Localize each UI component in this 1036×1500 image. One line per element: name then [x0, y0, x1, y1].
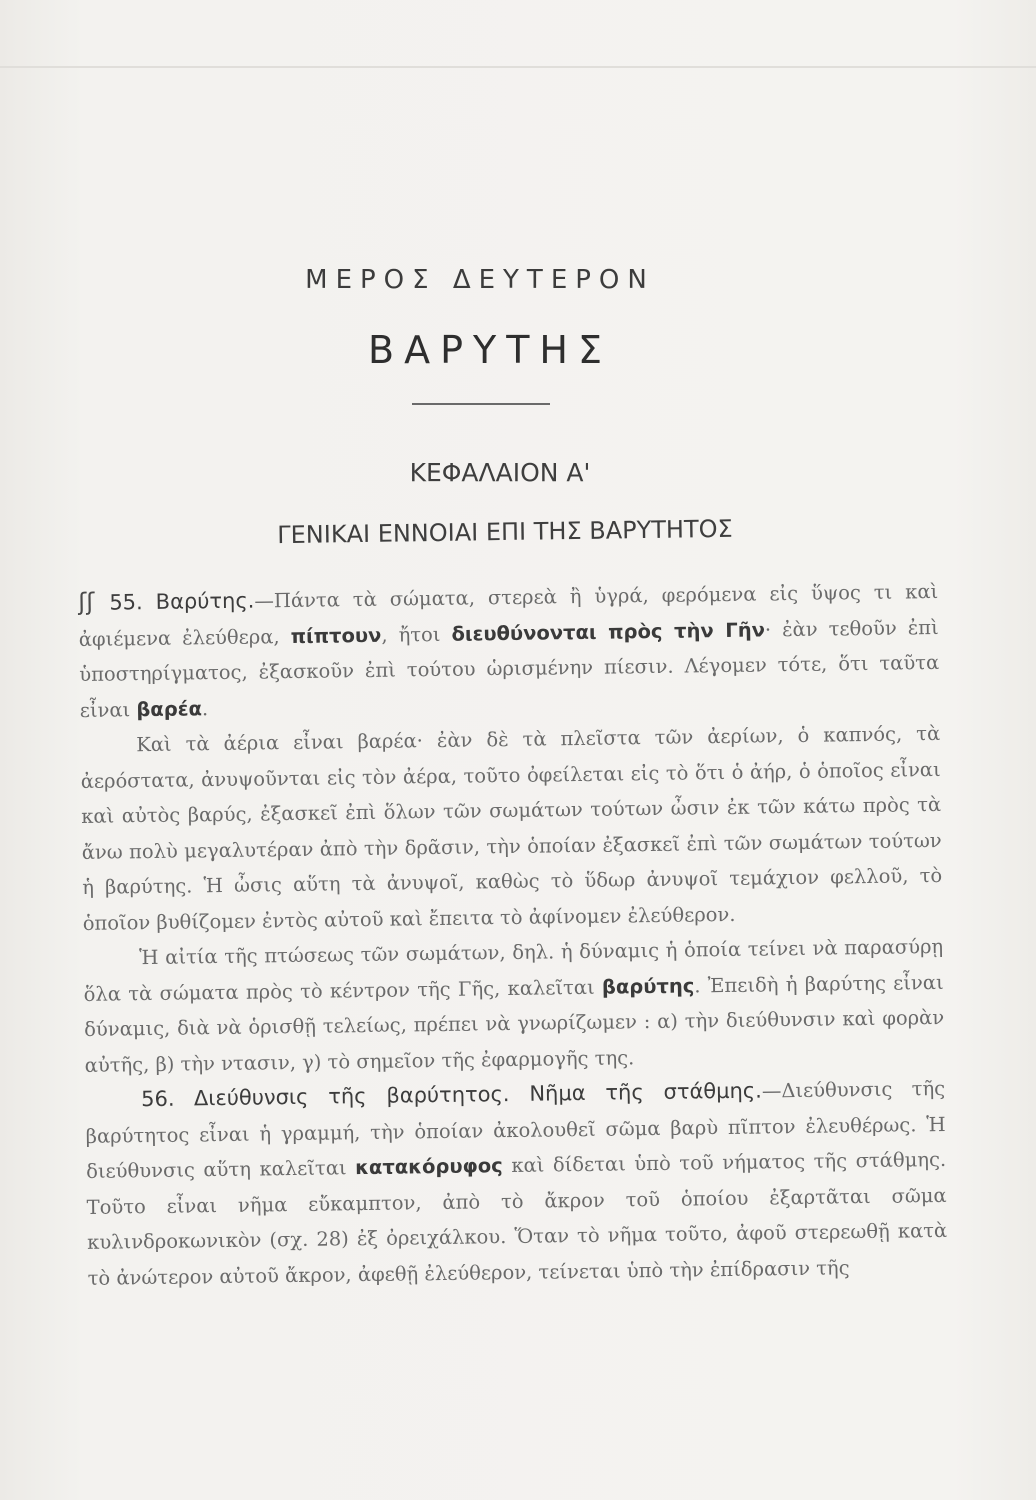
- text-run: . Ἐπειδὴ ἡ βαρύτης εἶναι δύναμις, διὰ νὰ ὁρισθῇ τελείως, πρέπει νὰ γνωρίζωμεν : α) τὴν διεύθυνσιν καὶ φορὰν αὐτῆς, β) τὴν ντασιν, γ) τὸ σημεῖον τῆς ἐφαρμογῆς της.: [84, 970, 945, 1077]
- section-title: Διεύθυνσις τῆς βαρύτητος. Νῆμα τῆς στάθμης.: [193, 1078, 763, 1111]
- text-run: Ἡ αἰτία τῆς πτώσεως τῶν σωμάτων, δηλ. ἡ δύναμις ἡ ὁποία τείνει νὰ παρασύρῃ ὅλα τὰ σώματα πρὸς τὸ κέντρον τῆς Γῆς, καλεῖται: [83, 934, 944, 1006]
- section-title: Βαρύτης.: [155, 588, 255, 614]
- text-run: —Πάντα τὰ σώματα, στερεὰ ἢ ὑγρά, φερόμενα εἰς ὕψος τι καὶ ἀφιέμενα ἐλεύθερα,: [78, 579, 939, 651]
- bold-term: βαρύτης: [601, 973, 695, 999]
- section-number: 55.: [109, 590, 143, 615]
- chapter-label: ΚΕΦΑΛΑΙΟΝ Α': [409, 458, 591, 487]
- body-text: [78, 573, 948, 1296]
- paragraph: [78, 573, 940, 728]
- bold-term: βαρέα: [136, 696, 203, 721]
- part-title: ΜΕΡΟΣ ΔΕΥΤΕΡΟΝ: [305, 265, 655, 295]
- bold-term: πίπτουν: [290, 623, 382, 648]
- header-rule: [0, 66, 1036, 68]
- title-divider: [412, 403, 550, 405]
- text-run: .: [201, 696, 209, 720]
- paragraph: [85, 1071, 948, 1296]
- main-title: ΒΑΡΥΤΗΣ: [368, 328, 612, 372]
- bold-term: διευθύνονται πρὸς τὴν Γῆν: [451, 617, 766, 646]
- section-number: 56.: [141, 1086, 175, 1112]
- margin-mark: ʃʃ: [78, 587, 95, 616]
- text-run: —Διεύθυνσις τῆς βαρύτητος εἶναι ἡ γραμμή, τὴν ὁποίαν ἀκολουθεῖ σῶμα βαρὺ πῖπτον ἐλευθέρως. Ἡ διεύθυνσις αὕτη καλεῖται: [85, 1076, 946, 1183]
- chapter-title: ΓΕΝΙΚΑΙ ΕΝΝΟΙΑΙ ΕΠΙ ΤΗΣ ΒΑΡΥΤΗΤΟΣ: [277, 514, 733, 550]
- text-run: , ἤτοι: [381, 622, 441, 647]
- paragraph: [83, 929, 945, 1083]
- bold-term: κατακόρυφος: [354, 1154, 503, 1180]
- text-run: καὶ δίδεται ὑπὸ τοῦ νήματος τῆς στάθμης. Τοῦτο εἶναι νῆμα εὔκαμπτον, ἀπὸ τὸ ἄκρον τοῦ ὁποίου ἐξαρτᾶται σῶμα κυλινδροκωνικὸν (σχ. 28) ἐξ ὀρειχάλκου. Ὅταν τὸ νῆμα τοῦτο, ἀφοῦ στερεωθῇ κατὰ τὸ ἀνώτερον αὐτοῦ ἄκρον, ἀφεθῇ ἐλεύθερον, τείνεται ὑπὸ τὴν ἐπίδρασιν τῆς: [86, 1147, 948, 1290]
- paragraph: Καὶ τὰ ἀέρια εἶναι βαρέα· ἐὰν δὲ τὰ πλεῖστα τῶν ἀερίων, ὁ καπνός, τὰ ἀερόστατα, ἀνυψοῦνται εἰς τὸν ἀέρα, τοῦτο ὀφείλεται εἰς τὸ ὅτι ὁ ἀήρ, ὁ ὁποῖος εἶναι καὶ αὐτὸς βαρύς, ἐξασκεῖ ἐπὶ ὅλων τῶν σωμάτων τούτων ὦσιν ἐκ τῶν κάτω πρὸς τὰ ἄνω πολὺ μεγαλυτέραν ἀπὸ τὴν δρᾶσιν, τὴν ὁποίαν ἐξασκεῖ ἐπὶ τῶν σωμάτων τούτων ἡ βαρύτης. Ἡ ὦσις αὕτη τὰ ἀνυψοῖ, καθὼς τὸ ὕδωρ ἀνυψοῖ τεμάχιον φελλοῦ, τὸ ὁποῖον βυθίζομεν ἐντὸς αὐτοῦ καὶ ἔπειτα τὸ ἀφίνομεν ἐλεύθερον.: [80, 721, 943, 935]
- text-run: · ἐὰν τεθοῦν ἐπὶ ὑποστηρίγματος, ἐξασκοῦν ἐπὶ τούτου ὡρισμένην πίεσιν. Λέγομεν τότε, ὅτι ταῦτα εἶναι: [79, 615, 940, 722]
